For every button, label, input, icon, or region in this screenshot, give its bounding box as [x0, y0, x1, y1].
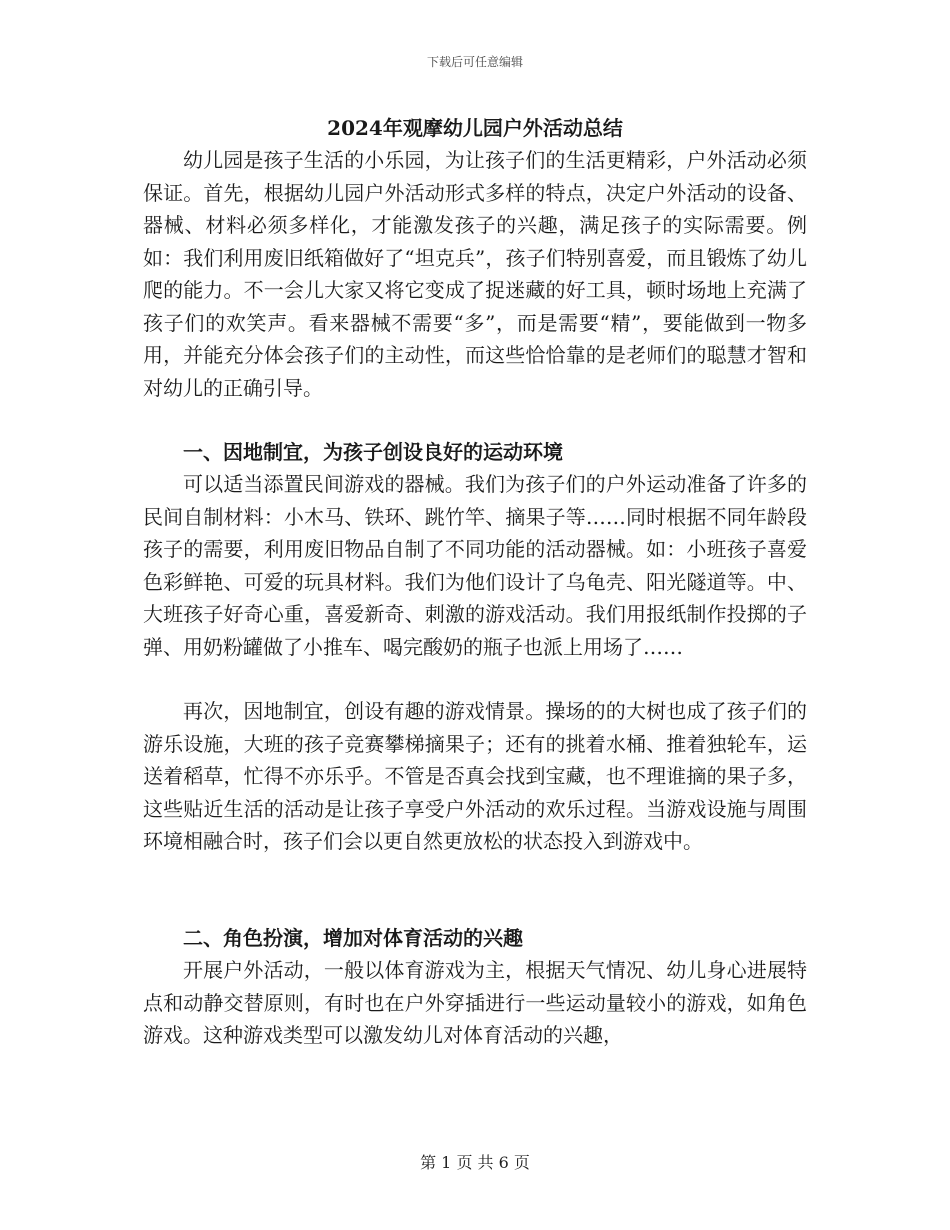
- paragraph-role-play: 开展户外活动，一般以体育游戏为主，根据天气情况、幼儿身心进展特点和动静交替原则，有时也在户外穿插进行一些运动量较小的游戏，如角色游戏。这种游戏类型可以激发幼儿对体育活动的兴趣，: [143, 958, 807, 1047]
- section-heading-2: 二、角色扮演，增加对体育活动的兴趣: [183, 926, 523, 950]
- document-body: [143, 112, 807, 1052]
- section-heading-1: 一、因地制宜，为孩子创设良好的运动环境: [183, 440, 563, 464]
- paragraph-intro: 幼儿园是孩子生活的小乐园，为让孩子们的生活更精彩，户外活动必须保证。首先，根据幼儿园户外活动形式多样的特点，决定户外活动的设备、器械、材料必须多样化，才能激发孩子的兴趣，满足孩子的实际需要。例如：我们利用废旧纸箱做好了“坦克兵”，孩子们特别喜爱，而且锻炼了幼儿爬的能力。不一会儿大家又将它变成了捉迷藏的好工具，顿时场地上充满了孩子们的欢笑声。看来器械不需要“多”，而是需要“精”，要能做到一物多用，并能充分体会孩子们的主动性，而这些恰恰靠的是老师们的聪慧才智和对幼儿的正确引导。: [143, 148, 807, 400]
- paragraph-equipment: 可以适当添置民间游戏的器械。我们为孩子们的户外运动准备了许多的民间自制材料：小木马、铁环、跳竹竿、摘果子等……同时根据不同年龄段孩子的需要，利用废旧物品自制了不同功能的活动器械。如：小班孩子喜爱色彩鲜艳、可爱的玩具材料。我们为他们设计了乌龟壳、阳光隧道等。中、大班孩子好奇心重，喜爱新奇、刺激的游戏活动。我们用报纸制作投掷的子弹、用奶粉罐做了小推车、喝完酸奶的瓶子也派上用场了……: [143, 472, 807, 659]
- page-number: 第 1 页 共 6 页: [420, 1153, 530, 1172]
- page-header-note: 下载后可任意编辑: [426, 55, 523, 69]
- paragraph-scenes: 再次，因地制宜，创设有趣的游戏情景。操场的的大树也成了孩子们的游乐设施，大班的孩子竞赛攀梯摘果子；还有的挑着水桶、推着独轮车，运送着稻草，忙得不亦乐乎。不管是否真会找到宝藏，也不理谁摘的果子多，这些贴近生活的活动是让孩子享受户外活动的欢乐过程。当游戏设施与周围环境相融合时，孩子们会以更自然更放松的状态投入到游戏中。: [143, 699, 807, 853]
- document-title: 2024年观摩幼儿园户外活动总结: [327, 116, 623, 140]
